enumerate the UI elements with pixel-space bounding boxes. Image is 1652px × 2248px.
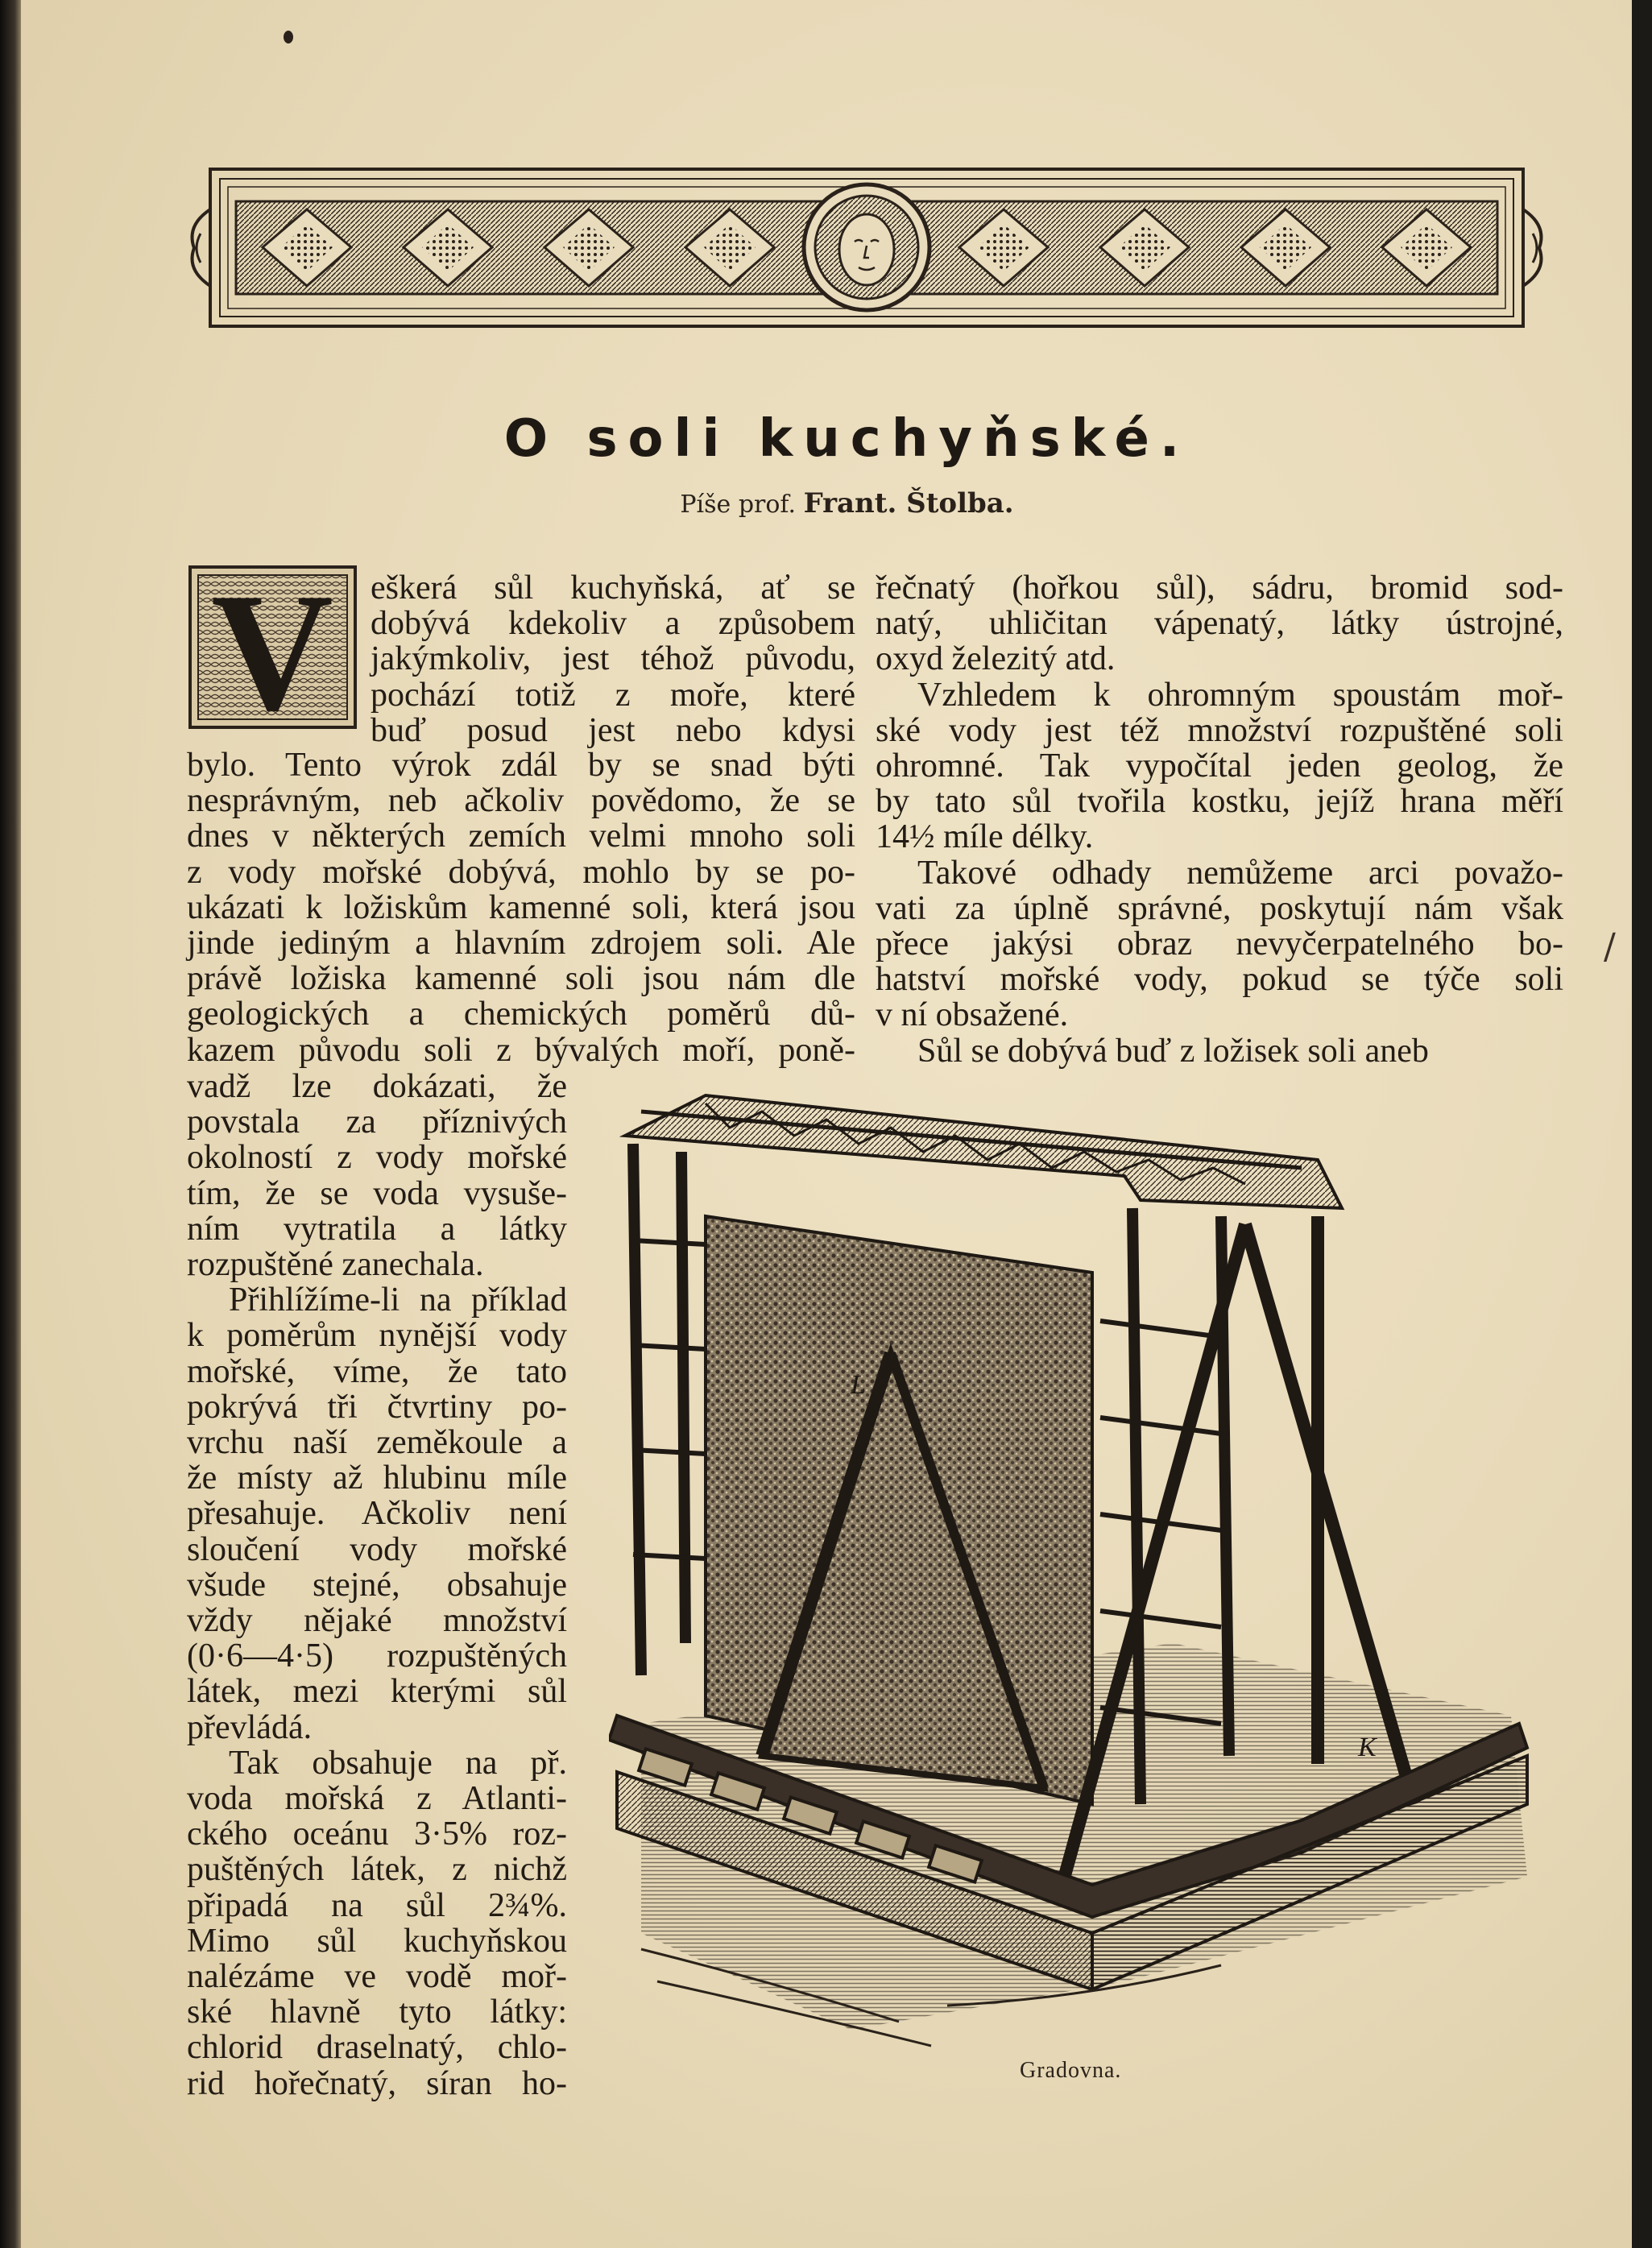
author-name: Frant. Štolba. [803, 487, 1014, 520]
text-line: oxyd železitý atd. [876, 640, 1116, 678]
text-line: nesprávným, neb ačkoliv povědomo, že se [187, 782, 855, 820]
text-line: nalézáme ve vodě moř- [187, 1958, 567, 1996]
text-line: k poměrům nynější vody [187, 1317, 567, 1355]
text-line: puštěných látek, z nichž [187, 1851, 567, 1889]
byline [21, 487, 1652, 520]
column-1-full-width [187, 747, 855, 1068]
text-line: ukázati k ložiskům kamenné soli, která jsou [187, 888, 855, 926]
text-line: ské vody jest též množství rozpuštěné soli [876, 711, 1563, 749]
text-line: Takové odhady nemůžeme arci považo- [917, 854, 1563, 892]
text-line: právě ložiska kamenné soli jsou nám dle [187, 960, 855, 998]
text-line: přece jakýsi obraz nevyčerpatelného bo- [876, 925, 1563, 963]
byline-prefix: Píše prof. [680, 491, 797, 519]
text-line: povstala za příznivých [187, 1103, 567, 1141]
text-line: látek, mezi kterými sůl [187, 1673, 567, 1711]
column-2 [876, 570, 1563, 1069]
text-line: jinde jediným a hlavním zdrojem soli. Ale [187, 925, 855, 963]
text-line: ckého oceánu 3·5% roz- [187, 1815, 567, 1853]
text-line: dnes v některých zemích velmi mnoho soli [187, 818, 855, 855]
ink-spot [284, 31, 293, 43]
book-page [21, 0, 1632, 2248]
text-line: převládá. [187, 1708, 313, 1746]
text-line: ské hlavně tyto látky: [187, 1993, 567, 2031]
text-line: ohromné. Tak vypočítal jeden geolog, že [876, 747, 1563, 785]
text-line: vadž lze dokázati, že [187, 1068, 567, 1105]
page-binding-edge [0, 0, 21, 2248]
text-line: hatství mořské vody, pokud se týče soli [876, 961, 1563, 999]
text-line: Mimo sůl kuchyňskou [187, 1922, 567, 1960]
lead-paragraph-lines [371, 570, 855, 748]
article-title: O soli kuchyňské. [503, 409, 1190, 469]
text-line: rid hořečnatý, síran ho- [187, 2064, 567, 2102]
text-line: 14½ míle délky. [876, 818, 1094, 856]
text-line: (0·6—4·5) rozpuštěných [187, 1637, 567, 1675]
text-line: všude stejné, obsahuje [187, 1566, 567, 1604]
figure-label-l: L [851, 1370, 866, 1400]
text-line: pochází totiž z moře, které [371, 676, 855, 714]
text-line: Přihlížíme-li na příklad [229, 1281, 567, 1319]
text-line: Tak obsahuje na př. [229, 1744, 567, 1782]
margin-slash-mark: / [1604, 926, 1616, 967]
text-line: tím, že se voda vysuše- [187, 1174, 567, 1212]
text-line: z vody mořské dobývá, mohlo by se po- [187, 853, 855, 891]
text-line: kazem původu soli z bývalých moří, poně- [187, 1031, 855, 1069]
text-line: vati za úplně správné, poskytují nám však [876, 889, 1563, 927]
text-line: buď posud jest nebo kdysi [371, 711, 855, 749]
text-line: vždy nějaké množství [187, 1602, 567, 1640]
text-line: okolností z vody mořské [187, 1139, 567, 1177]
text-line: chlorid draselnatý, chlo- [187, 2029, 567, 2067]
text-line: voda mořská z Atlanti- [187, 1780, 567, 1818]
text-line: připadá na sůl 2¾%. [187, 1886, 567, 1924]
text-line: v ní obsažené. [876, 996, 1069, 1034]
text-line: dobývá kdekoliv a způsobem [371, 605, 855, 643]
figure-label-k: K [1358, 1733, 1377, 1762]
text-line: přesahuje. Ačkoliv není [187, 1495, 567, 1533]
text-line: Sůl se dobývá buď z ložisek soli aneb [917, 1032, 1429, 1070]
ornamental-header-band [186, 161, 1547, 334]
text-line: mořské, víme, že tato [187, 1352, 567, 1390]
gradovna-engraving [609, 1079, 1543, 2070]
text-line: že místy až hlubinu míle [187, 1459, 567, 1497]
text-line: řečnatý (hořkou sůl), sádru, bromid sod- [876, 569, 1563, 607]
dropcap-letter: V [211, 564, 333, 731]
figure-caption: Gradovna. [1020, 2058, 1122, 2083]
text-line: vrchu naší zeměkoule a [187, 1424, 567, 1462]
text-line: eškerá sůl kuchyňská, ať se [371, 569, 855, 607]
text-line: ním vytratila a látky [187, 1210, 567, 1248]
ornamental-dropcap [187, 564, 358, 731]
text-line: natý, uhličitan vápenatý, látky ústrojné, [876, 605, 1563, 643]
text-line: rozpuštěné zanechala. [187, 1246, 484, 1284]
text-line: sloučení vody mořské [187, 1530, 567, 1568]
text-line: Vzhledem k ohromným spoustám moř- [917, 676, 1563, 714]
text-line: by tato sůl tvořila kostku, jejíž hrana měří [876, 783, 1563, 821]
column-1-narrow [187, 1069, 567, 2101]
text-line: bylo. Tento výrok zdál by se snad býti [187, 747, 855, 784]
text-line: pokrývá tři čtvrtiny po- [187, 1388, 567, 1426]
text-line: jakýmkoliv, jest téhož původu, [371, 640, 855, 678]
text-line: geologických a chemických poměrů dů- [187, 996, 855, 1033]
